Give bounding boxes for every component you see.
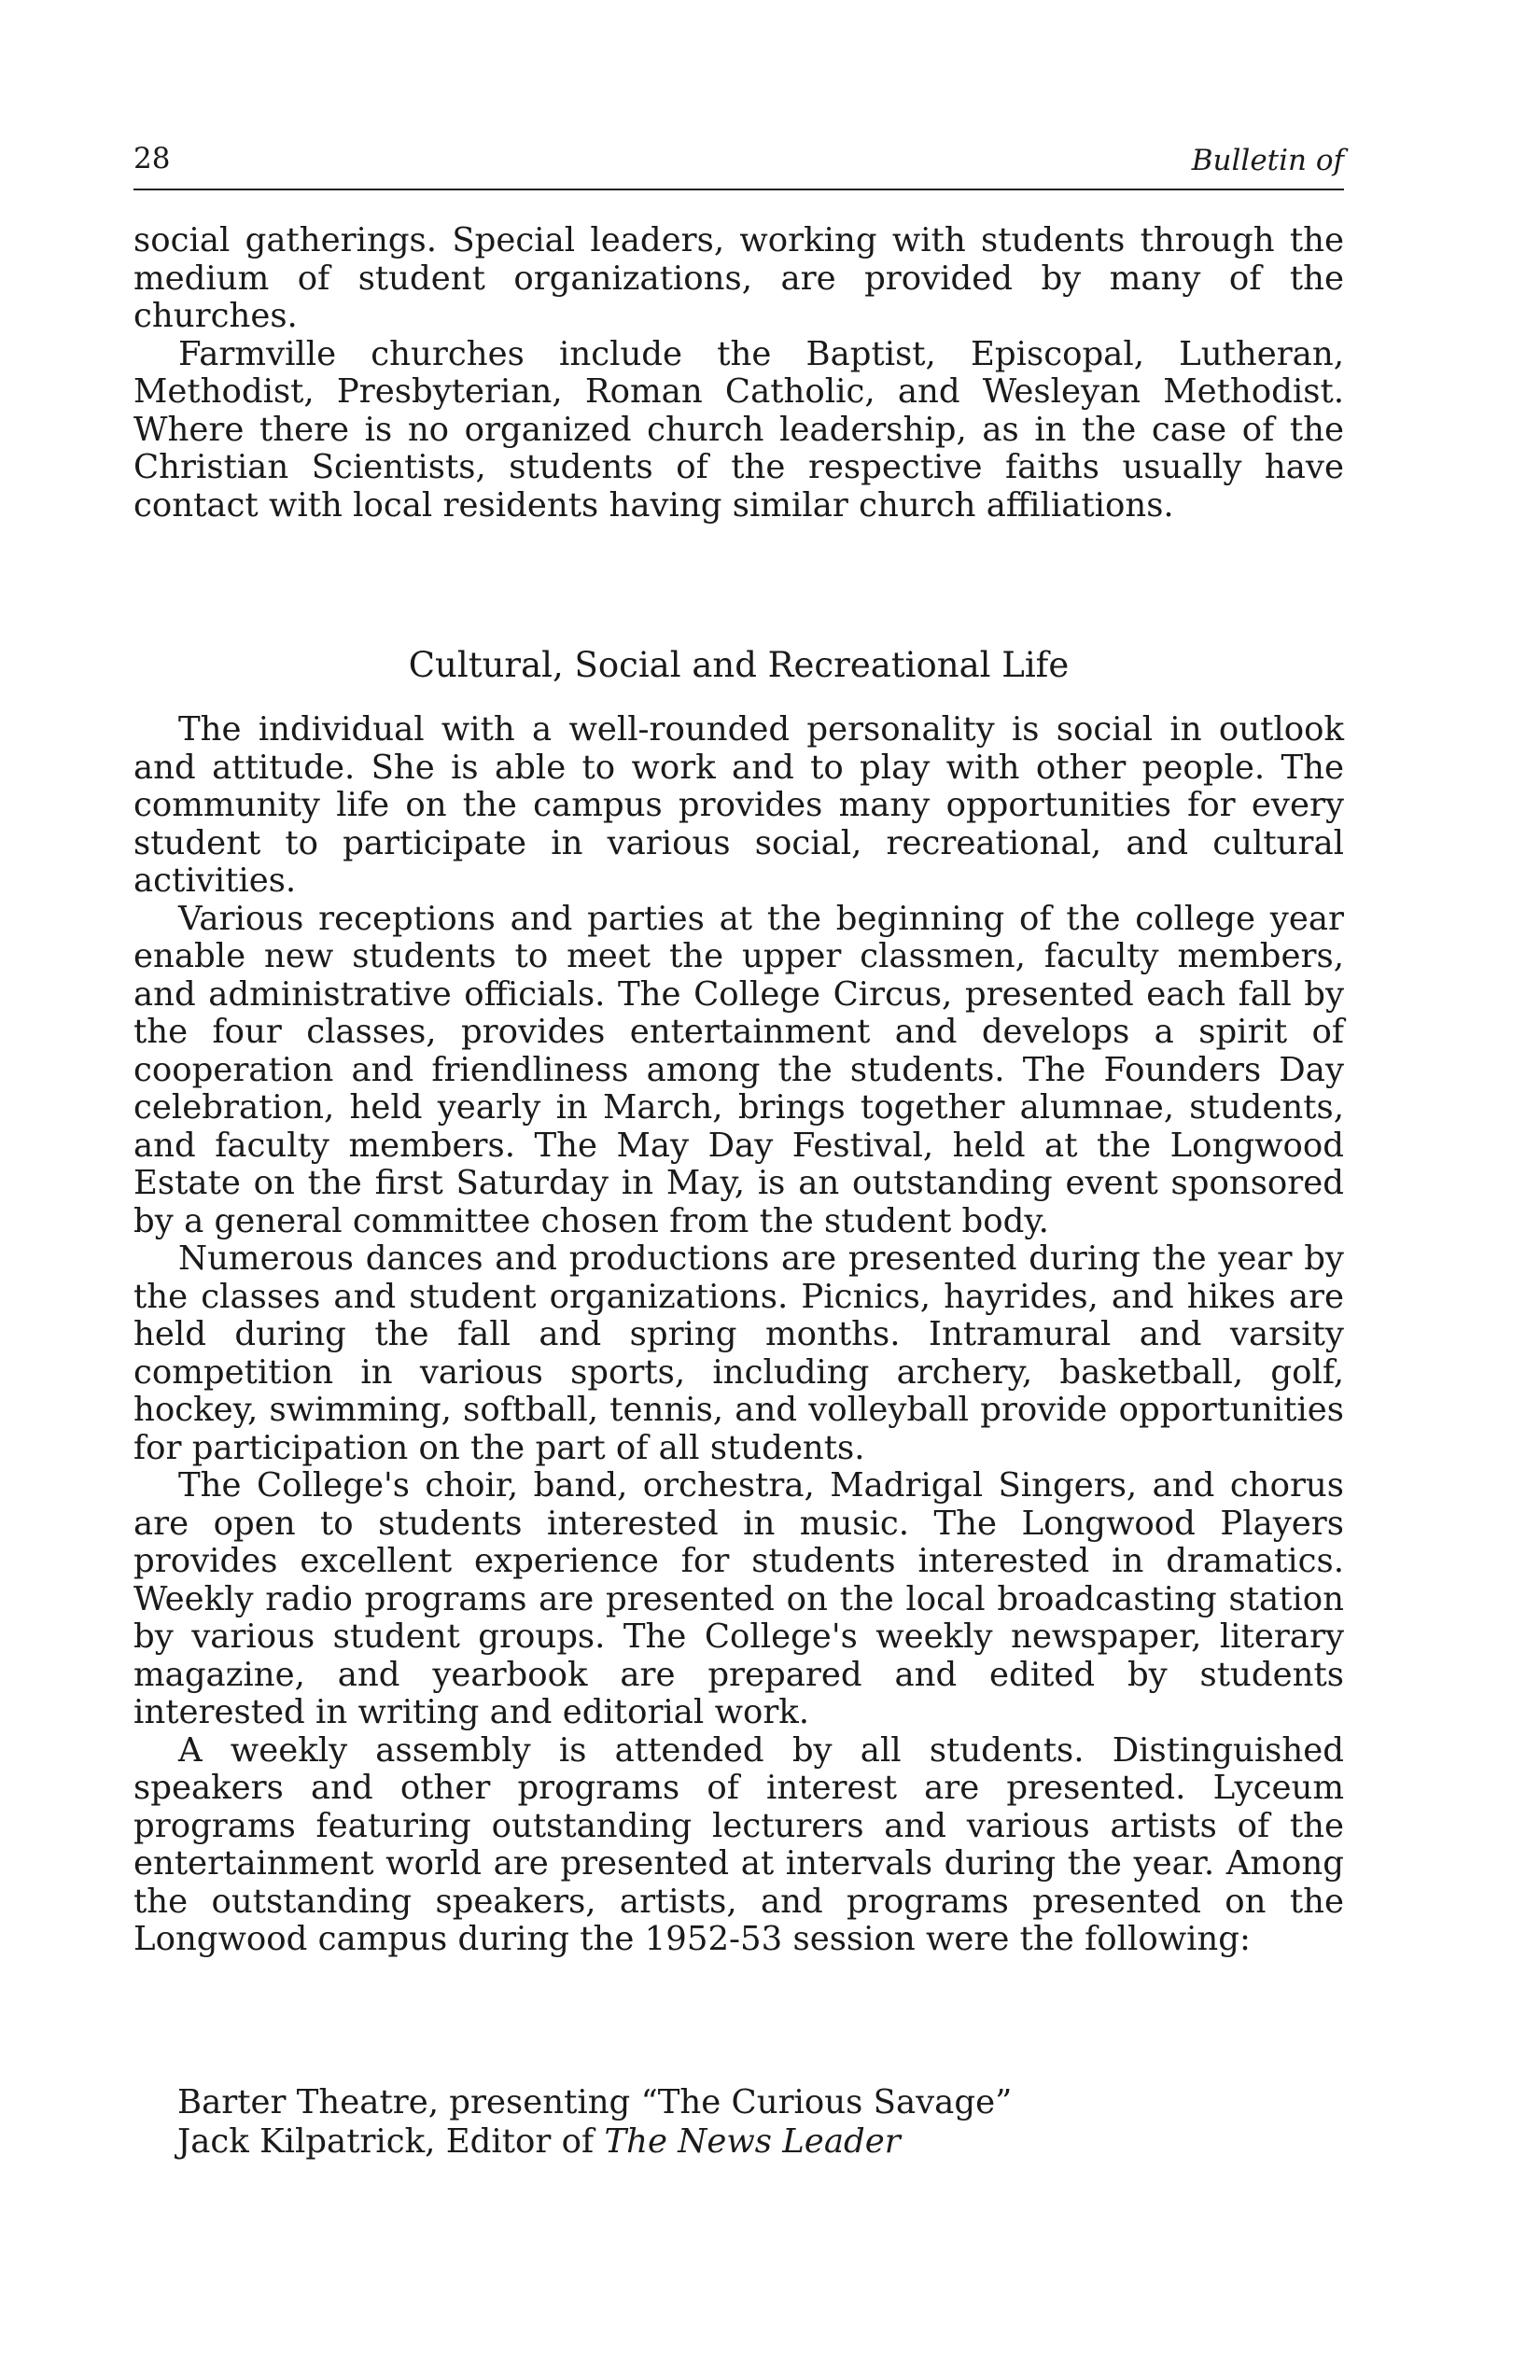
- running-head: Bulletin of: [1191, 144, 1344, 177]
- intro-text: [133, 222, 1344, 525]
- section-paragraph-5: A weekly assembly is attended by all students. Distinguished speakers and other programs of interest are presented. Lyceum programs featuring outstanding lecturers and various artists of the entertainment world are presented at intervals during the year. Among the outstanding speakers, artists, and programs presented on the Longwood campus during the 1952-53 session were the following:: [133, 1730, 1344, 1958]
- page-number: 28: [133, 142, 171, 175]
- event-item: Barter Theatre, presenting “The Curious Savage”: [177, 2083, 1013, 2121]
- section-body: [133, 711, 1344, 1959]
- intro-paragraph-1: social gatherings. Special leaders, working with students through the medium of student organizations, are provided by many of the churches.: [133, 221, 1344, 335]
- section-paragraph-1: The individual with a well-rounded personality is social in outlook and attitude. She is able to work and to play with other people. The community life on the campus provides many opportunities for every student to participate in various social, recreational, and cultural activities.: [133, 710, 1344, 900]
- section-paragraph-3: Numerous dances and productions are presented during the year by the classes and student organizations. Picnics, hayrides, and hikes are held during the fall and spring months. Intramural and varsity competition in various sports, including archery, basketball, golf, hockey, swimming, softball, tennis, and volleyball provide opportunities for participation on the part of all students.: [133, 1239, 1344, 1467]
- page-header: [133, 140, 1344, 190]
- intro-paragraph-2: Farmville churches include the Baptist, Episcopal, Lutheran, Methodist, Presbyterian, Roman Catholic, and Wesleyan Methodist. Where there is no organized church leadership, as in the case of the Christian Scientists, students of the respective faiths usually have contact with local residents having similar church affiliations.: [133, 334, 1344, 525]
- publication-title: The News Leader: [604, 2122, 901, 2161]
- section-heading: Cultural, Social and Recreational Life: [408, 645, 1070, 685]
- events-list: [177, 2083, 1344, 2162]
- event-text: Jack Kilpatrick, Editor of: [177, 2122, 605, 2161]
- section-paragraph-4: The College's choir, band, orchestra, Madrigal Singers, and chorus are open to students interested in music. The Longwood Players provides excellent experience for students interested in dramatics. Weekly radio programs are presented on the local broadcasting station by various student groups. The College's weekly newspaper, literary magazine, and yearbook are prepared and edited by students interested in writing and editorial work.: [133, 1466, 1344, 1731]
- section-paragraph-2: Various receptions and parties at the beginning of the college year enable new students to meet the upper classmen, faculty members, and administrative officials. The College Circus, presented each fall by the four classes, provides entertainment and develops a spirit of cooperation and friendliness among the students. The Founders Day celebration, held yearly in March, brings together alumnae, students, and faculty members. The May Day Festival, held at the Longwood Estate on the first Saturday in May, is an outstanding event sponsored by a general committee chosen from the student body.: [133, 899, 1344, 1240]
- event-item: [177, 2122, 1344, 2162]
